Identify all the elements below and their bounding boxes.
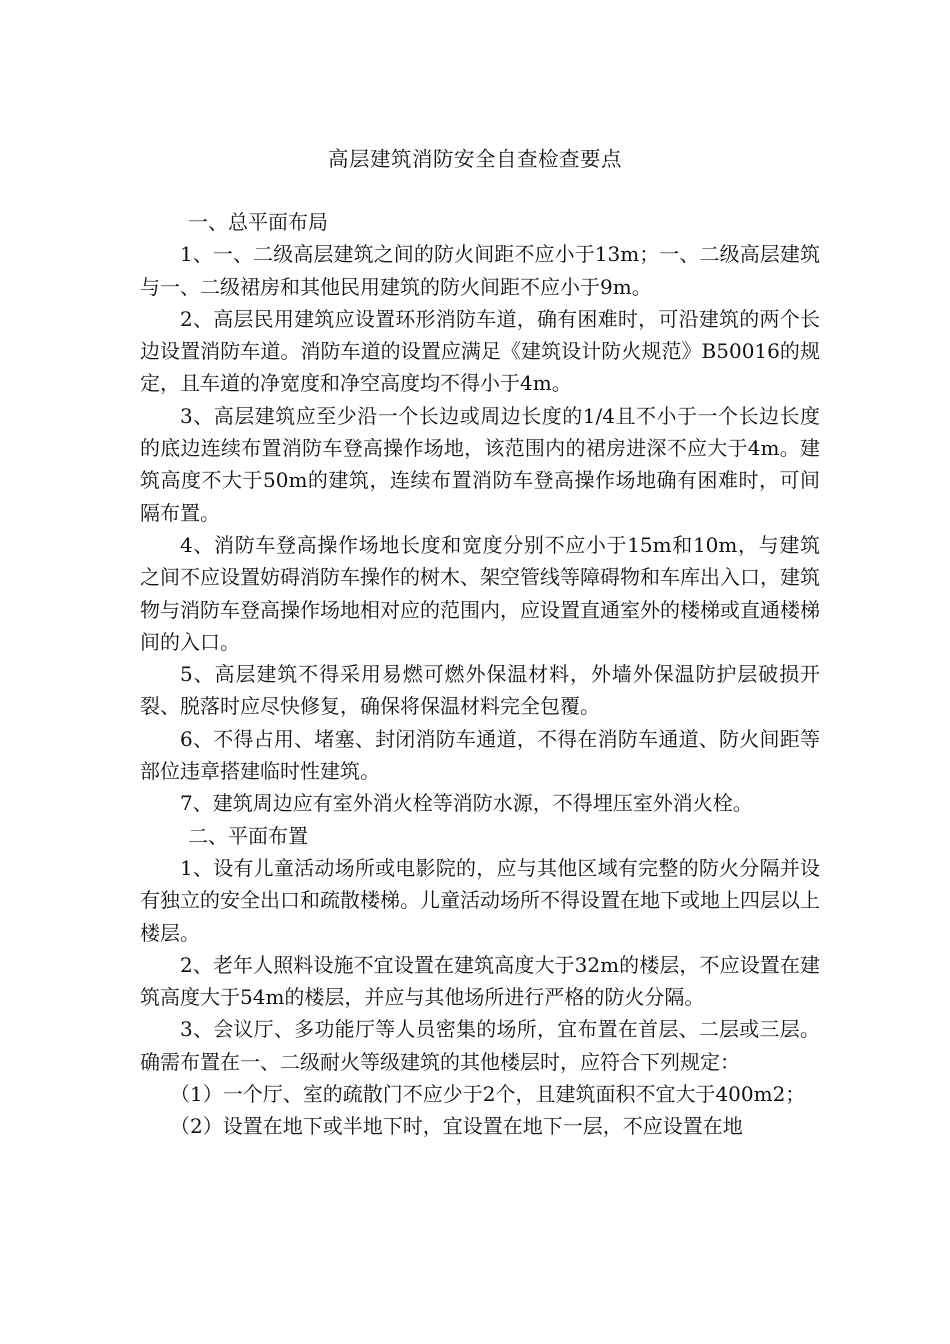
sub-item: （1）一个厅、室的疏散门不应少于2个，且建筑面积不宜大于400m2； bbox=[170, 1082, 806, 1107]
paragraph: 2、高层民用建筑应设置环形消防车道，确有困难时，可沿建筑的两个长边设置消防车道。消防车道的设置应满足《建筑设计防火规范》B50016的规定，且车道的净宽度和净空高度均不得小于4m。 bbox=[140, 306, 820, 396]
paragraph: 1、设有儿童活动场所或电影院的，应与其他区域有完整的防火分隔并设有独立的安全出口和疏散楼梯。儿童活动场所不得设置在地下或地上四层以上楼层。 bbox=[140, 855, 820, 945]
paragraph: 6、不得占用、堵塞、封闭消防车通道，不得在消防车通道、防火间距等部位违章搭建临时性建筑。 bbox=[140, 726, 820, 784]
paragraph: 4、消防车登高操作场地长度和宽度分别不应小于15m和10m，与建筑之间不应设置妨碍消防车操作的树木、架空管线等障碍物和车库出入口，建筑物与消防车登高操作场地相对应的范围内，应设置直通室外的楼梯或直通楼梯间的入口。 bbox=[140, 532, 820, 654]
paragraph: 3、高层建筑应至少沿一个长边或周边长度的1/4且不小于一个长边长度的底边连续布置消防车登高操作场地，该范围内的裙房进深不应大于4m。建筑高度不大于50m的建筑，连续布置消防车登高操作场地确有困难时，可间隔布置。 bbox=[140, 403, 820, 525]
paragraph: 7、建筑周边应有室外消火栓等消防水源，不得埋压室外消火栓。 bbox=[180, 791, 753, 816]
sub-item: （2）设置在地下或半地下时，宜设置在地下一层，不应设置在地 bbox=[170, 1114, 743, 1139]
section-heading: 一、总平面布局 bbox=[188, 210, 328, 234]
document-title: 高层建筑消防安全自查检查要点 bbox=[328, 147, 622, 171]
section-heading: 二、平面布置 bbox=[188, 823, 308, 848]
paragraph: 3、会议厅、多功能厅等人员密集的场所，宜布置在首层、二层或三层。确需布置在一、二级耐火等级建筑的其他楼层时，应符合下列规定： bbox=[140, 1017, 820, 1074]
paragraph: 5、高层建筑不得采用易燃可燃外保温材料，外墙外保温防护层破损开裂、脱落时应尽快修复，确保将保温材料完全包覆。 bbox=[140, 662, 820, 719]
document-body bbox=[140, 206, 820, 1143]
paragraph: 2、老年人照料设施不宜设置在建筑高度大于32m的楼层，不应设置在建筑高度大于54m的楼层，并应与其他场所进行严格的防火分隔。 bbox=[140, 952, 820, 1010]
paragraph: 1、一、二级高层建筑之间的防火间距不应小于13m；一、二级高层建筑与一、二级裙房和其他民用建筑的防火间距不应小于9m。 bbox=[140, 242, 820, 299]
